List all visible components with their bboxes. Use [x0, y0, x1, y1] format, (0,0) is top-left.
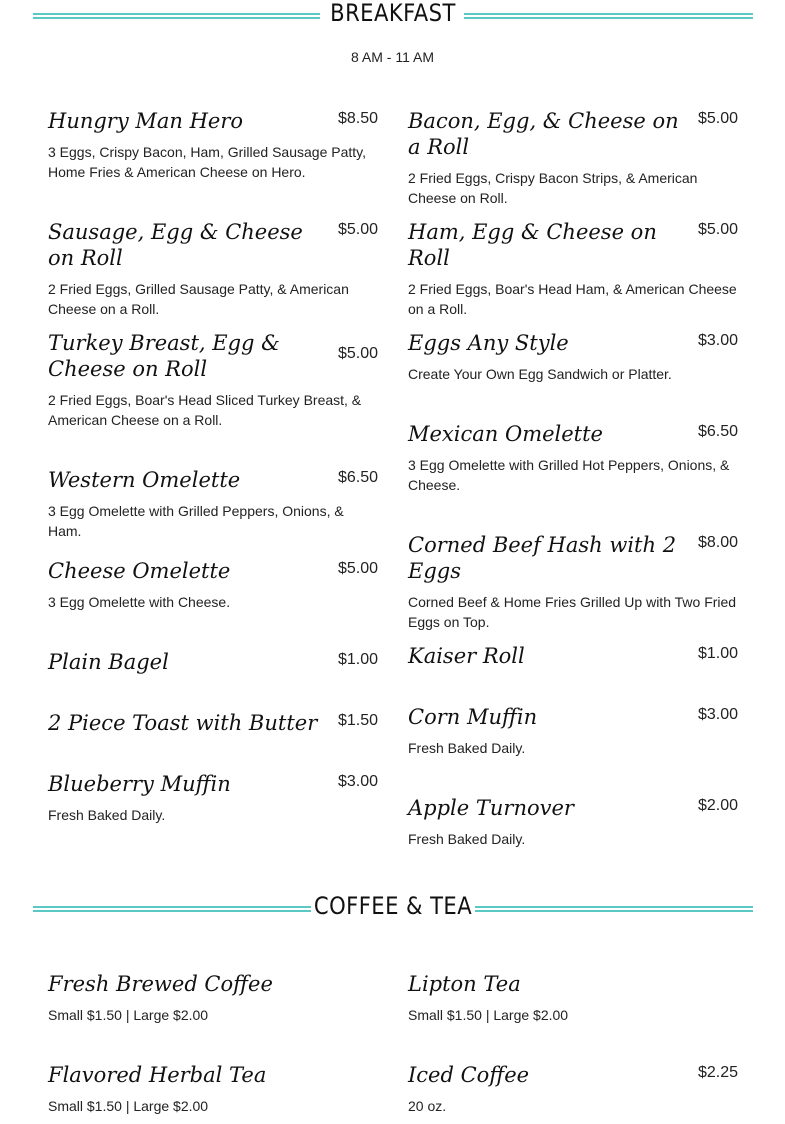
item-price: $1.00: [697, 645, 738, 662]
header-rule-right: [475, 906, 753, 912]
item-name: Iced Coffee: [408, 1063, 530, 1087]
item-price: $5.00: [697, 110, 738, 127]
menu-item: [48, 558, 378, 612]
item-description: Small $1.50 | Large $2.00: [48, 1098, 209, 1114]
item-description: 2 Fried Eggs, Boar's Head Ham, & American Cheese on a Roll.: [408, 281, 737, 317]
item-name: Fresh Brewed Coffee: [48, 972, 273, 996]
item-price: $3.00: [697, 332, 738, 349]
item-price: $5.00: [337, 221, 378, 238]
section-title-breakfast: BREAKFAST: [330, 0, 456, 27]
item-description: 2 Fried Eggs, Boar's Head Sliced Turkey Breast, & American Cheese on a Roll.: [48, 392, 362, 428]
item-name: Hungry Man Hero: [48, 109, 244, 133]
menu-item: [48, 467, 378, 541]
item-price: $2.00: [697, 797, 738, 814]
item-description: 3 Egg Omelette with Cheese.: [48, 594, 231, 610]
item-name: Mexican Omelette: [408, 422, 603, 446]
item-description: Fresh Baked Daily.: [48, 807, 166, 823]
menu-item: [408, 643, 738, 669]
breakfast-hours: 8 AM - 11 AM: [351, 49, 434, 65]
item-description: Fresh Baked Daily.: [408, 740, 526, 756]
item-description: 2 Fried Eggs, Crispy Bacon Strips, & American Cheese on Roll.: [408, 170, 698, 206]
item-description: Small $1.50 | Large $2.00: [48, 1007, 209, 1023]
menu-item: [48, 1062, 378, 1116]
item-price: $1.50: [337, 712, 378, 729]
item-description: 20 oz.: [408, 1098, 447, 1114]
item-name: Apple Turnover: [408, 796, 574, 820]
item-price: $5.00: [337, 345, 378, 362]
item-price: $1.00: [337, 651, 378, 668]
item-name: Lipton Tea: [408, 972, 521, 996]
menu-item: [48, 219, 378, 319]
item-price: $6.50: [337, 469, 378, 486]
item-name: Kaiser Roll: [408, 644, 525, 668]
item-description: Small $1.50 | Large $2.00: [408, 1007, 569, 1023]
item-description: 3 Egg Omelette with Grilled Peppers, Onions, & Ham.: [48, 503, 344, 539]
item-description: Corned Beef & Home Fries Grilled Up with Two Fried Eggs on Top.: [408, 594, 737, 630]
item-name: Bacon, Egg, & Cheese on a Roll: [408, 109, 679, 159]
item-description: 2 Fried Eggs, Grilled Sausage Patty, & American Cheese on a Roll.: [48, 281, 349, 317]
item-name: 2 Piece Toast with Butter: [48, 711, 318, 735]
header-rule-right: [464, 13, 753, 19]
item-name: Corned Beef Hash with 2 Eggs: [408, 533, 677, 583]
item-description: 3 Egg Omelette with Grilled Hot Peppers, Onions, & Cheese.: [408, 457, 730, 493]
menu-item: [408, 795, 738, 849]
item-name: Plain Bagel: [48, 650, 169, 674]
item-name: Eggs Any Style: [408, 331, 569, 355]
item-name: Blueberry Muffin: [48, 772, 231, 796]
item-name: Flavored Herbal Tea: [48, 1063, 267, 1087]
item-price: $5.00: [697, 221, 738, 238]
menu-item: [48, 971, 378, 1025]
item-description: 3 Eggs, Crispy Bacon, Ham, Grilled Sausage Patty, Home Fries & American Cheese on Hero.: [48, 144, 366, 180]
menu-item: [408, 108, 738, 208]
menu-item: [408, 330, 738, 384]
menu-item: [48, 710, 378, 736]
item-price: $3.00: [337, 773, 378, 790]
menu-item: [408, 704, 738, 758]
item-price: $2.25: [697, 1064, 738, 1081]
menu-item: [408, 219, 738, 319]
item-name: Turkey Breast, Egg & Cheese on Roll: [48, 331, 280, 381]
item-name: Western Omelette: [48, 468, 241, 492]
item-name: Ham, Egg & Cheese on Roll: [408, 220, 657, 270]
item-name: Cheese Omelette: [48, 559, 231, 583]
item-name: Corn Muffin: [408, 705, 538, 729]
item-price: $5.00: [337, 560, 378, 577]
item-description: Fresh Baked Daily.: [408, 831, 526, 847]
menu-item: [48, 108, 378, 182]
item-price: $8.00: [697, 534, 738, 551]
section-title-coffee-tea: COFFEE & TEA: [313, 892, 473, 920]
item-price: $6.50: [697, 423, 738, 440]
item-price: $8.50: [337, 110, 378, 127]
menu-item: [408, 1062, 738, 1116]
menu-item: [408, 421, 738, 495]
item-description: Create Your Own Egg Sandwich or Platter.: [408, 366, 672, 382]
item-name: Sausage, Egg & Cheese on Roll: [48, 220, 303, 270]
item-price: $3.00: [697, 706, 738, 723]
menu-item: [408, 971, 738, 1025]
menu-item: [48, 649, 378, 675]
menu-item: [48, 771, 378, 825]
menu-item: [48, 330, 378, 430]
menu-item: [408, 532, 738, 632]
